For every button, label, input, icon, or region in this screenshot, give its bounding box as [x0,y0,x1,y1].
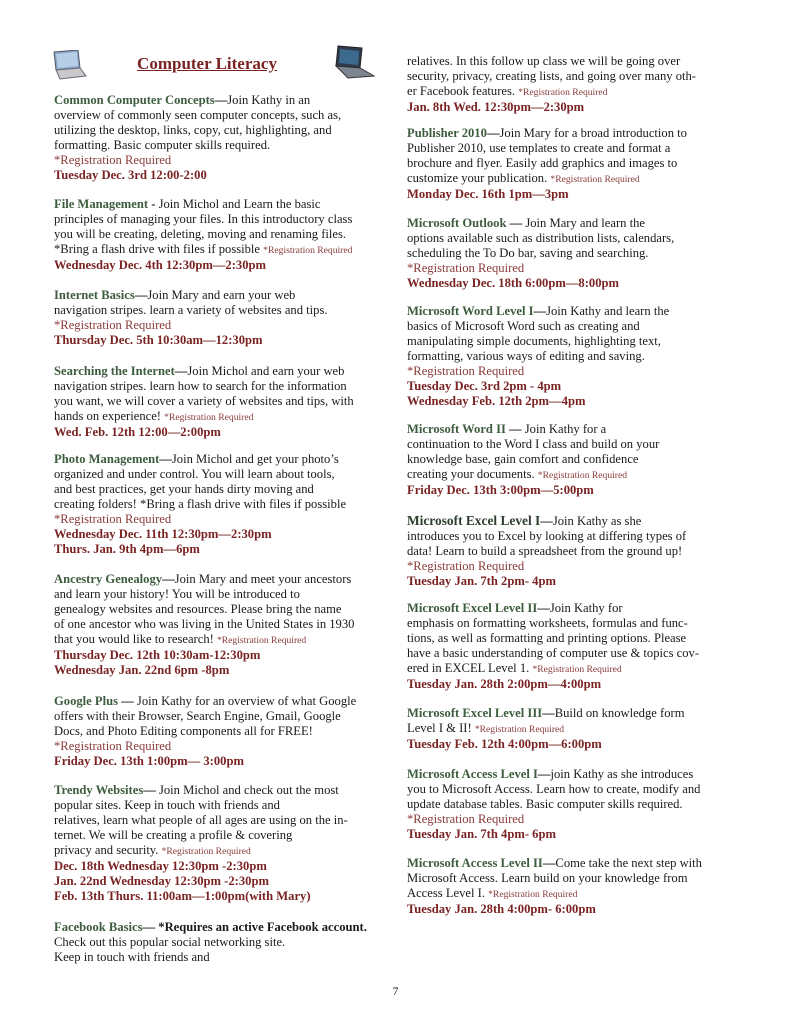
course-title: Microsoft Access Level II [407,856,543,870]
schedule-line: Thursday Dec. 5th 10:30am—12:30pm [54,333,263,347]
schedule-line: Tuesday Dec. 3rd 2pm - 4pm [407,379,562,393]
description-line: you to Microsoft Access. Learn how to create, modify and [407,782,701,796]
schedule-line: Monday Dec. 16th 1pm—3pm [407,187,569,201]
schedule-line: Feb. 13th Thurs. 11:00am—1:00pm(with Mary) [54,889,311,903]
schedule-line: Wednesday Dec. 11th 12:30pm—2:30pm [54,527,272,541]
registration-note: *Registration Required [263,245,353,256]
description-line: brochure and flyer. Easily add graphics and images to [407,156,678,170]
schedule-line: Jan. 22nd Wednesday 12:30pm -2:30pm [54,874,269,888]
schedule-line: Thurs. Jan. 9th 4pm—6pm [54,542,200,556]
description-line: that you would like to research! [54,632,217,646]
course-description [407,216,747,261]
title-dash: — [533,304,547,318]
description-line: update database tables. Basic computer skills required. [407,797,683,811]
description-line: principles of managing your files. In this introductory class [54,212,353,226]
registration-note: *Registration Required [518,87,608,98]
title-dash: — [537,601,550,615]
description-line: of one ancestor who was living in the United States in 1930 [54,617,355,631]
course-file-management [54,197,400,273]
page-number: 7 [392,984,399,998]
schedule-line: Wednesday Feb. 12th 2pm—4pm [407,394,586,408]
registration-note: *Registration Required [54,512,172,526]
course-continuation [407,54,747,115]
description-line: *Bring a flash drive with files if possible [54,242,264,256]
course-title: Trendy Websites [54,783,144,797]
course-description [407,767,747,812]
course-microsoft-excel-level-iii [407,706,747,752]
description-line: formatting. Basic computer skills required. [54,138,271,152]
course-description [407,513,747,559]
schedule-line: Dec. 18th Wednesday 12:30pm -2:30pm [54,859,267,873]
registration-note: *Registration Required [474,724,565,735]
description-line: Publisher 2010, use templates to create and format a [407,141,671,155]
course-trendy-websites [54,783,400,904]
description-line: privacy and security. [54,843,162,857]
description-line: Join Michol and get your photo’s [171,452,339,466]
title-dash: — [486,126,500,140]
description-line: Come take the next step with [555,856,702,870]
schedule-line: Tuesday Dec. 3rd 12:00-2:00 [54,168,207,182]
description-line: Join Michol and Learn the basic [158,197,321,211]
description-line: data! Learn to build a spreadsheet from the ground up! [407,544,683,558]
description-line: ternet. We will be creating a profile & covering [54,828,293,842]
course-microsoft-word-level-i [407,304,747,409]
course-title: Microsoft Word Level I [407,304,534,318]
page-header [54,44,400,84]
course-description [407,601,747,677]
description-line: Microsoft Access. Learn build on your knowledge from [407,871,688,885]
description-line: Join Mary and meet your ancestors [174,572,352,586]
course-microsoft-excel-level-ii [407,601,747,692]
description-line: scheduling the To Do bar, saving and searching. [407,246,649,260]
registration-note: *Registration Required [216,635,307,646]
registration-note: *Registration Required [407,812,525,826]
registration-note: *Registration Required [161,846,251,857]
course-microsoft-access-level-ii [407,856,747,917]
description-line: Join Kathy and learn the [546,304,670,318]
description-line: customize your publication. [407,171,551,185]
description-line: er Facebook features. [407,84,519,98]
course-common-computer-concepts [54,93,400,183]
schedule-line: Wed. Feb. 12th 12:00—2:00pm [54,425,221,439]
registration-note: *Registration Required [407,559,525,573]
description-line: popular sites. Keep in touch with friends and [54,798,280,812]
description-line: you will be creating, deleting, moving and renaming files. [54,227,347,241]
description-line: tions, as well as formatting and printing options. Please [407,631,687,645]
description-line: Join Michol and check out the most [158,783,339,797]
course-google-plus [54,694,400,769]
registration-note: *Registration Required [54,153,172,167]
registration-note: *Registration Required [550,174,640,185]
title-dash: — [142,920,159,934]
schedule-line: Wednesday Dec. 4th 12:30pm—2:30pm [54,258,266,272]
description-line: Join Kathy for a [524,422,607,436]
description-line: ered in EXCEL Level 1. [407,661,533,675]
description-line: you want, we will cover a variety of websites and tips, with [54,394,354,408]
description-line: options available such as distribution lists, calendars, [407,231,675,245]
course-title: Searching the Internet [54,364,175,378]
course-microsoft-access-level-i [407,767,747,842]
registration-note: *Registration Required [164,412,254,423]
course-title: Common Computer Concepts [54,93,215,107]
course-title: Publisher 2010 [407,126,487,140]
course-title: Facebook Basics [54,920,143,934]
description-line: offers with their Browser, Search Engine, Gmail, Google [54,709,341,723]
schedule-line: Tuesday Jan. 28th 2:00pm—4:00pm [407,677,602,691]
course-description [54,364,400,425]
schedule-line: Thursday Dec. 12th 10:30am-12:30pm [54,648,261,662]
description-line: formatting, various ways of editing and saving. [407,349,645,363]
course-title: File Management [54,197,149,211]
requirement-note: *Requires an active Facebook account. [158,920,367,934]
title-dash: — [506,216,526,230]
course-title: Photo Management [54,452,160,466]
description-line: join Kathy as she introduces [550,767,694,781]
course-description [54,783,400,859]
description-line: hands on experience! [54,409,165,423]
course-description [407,126,747,187]
course-microsoft-outlook [407,216,747,291]
course-publisher-2010 [407,126,747,202]
description-line: relatives, learn what people of all ages are using on the in- [54,813,348,827]
title-dash: — [134,288,148,302]
description-line: organized and under control. You will learn about tools, [54,467,335,481]
description-line: have a basic understanding of computer use & topics cov- [407,646,700,660]
description-line: navigation stripes. learn a variety of websites and tips. [54,303,328,317]
course-description [54,694,400,739]
description-line: Join Mary for a broad introduction to [499,126,687,140]
description-line: creating folders! *Bring a flash drive with files if possible [54,497,347,511]
laptop-icon [48,50,88,80]
course-description [407,54,747,100]
description-line: utilizing the desktop, links, copy, cut, highlighting, and [54,123,332,137]
description-line: relatives. In this follow up class we will be going over [407,54,681,68]
schedule-line: Wednesday Dec. 18th 6:00pm—8:00pm [407,276,619,290]
course-description [54,197,400,258]
schedule-line: Tuesday Jan. 7th 2pm- 4pm [407,574,556,588]
description-line: knowledge base, gain comfort and confidence [407,452,639,466]
description-line: emphasis on formatting worksheets, formulas and func- [407,616,688,630]
course-title: Google Plus [54,694,119,708]
registration-note: *Registration Required [54,318,172,332]
schedule-line: Wednesday Jan. 22nd 6pm -8pm [54,663,230,677]
description-line: manipulating simple documents, highlighting text, [407,334,661,348]
description-line: creating your documents. [407,467,538,481]
course-description [407,706,747,737]
description-line: navigation stripes. learn how to search for the information [54,379,347,393]
schedule-line: Tuesday Jan. 28th 4:00pm- 6:00pm [407,902,596,916]
schedule-line: Friday Dec. 13th 3:00pm—5:00pm [407,483,594,497]
registration-note: *Registration Required [532,664,622,675]
title-dash: — [159,452,172,466]
description-line: Join Kathy in an [227,93,311,107]
description-line: Join Mary and learn the [525,216,645,230]
title-dash: — [542,856,556,870]
course-title: Microsoft Excel Level I [407,513,541,528]
course-title: Ancestry Genealogy [54,572,163,586]
course-title: Microsoft Outlook [407,216,507,230]
schedule-line: Jan. 8th Wed. 12:30pm—2:30pm [407,100,585,114]
description-line: introduces you to Excel by looking at differing types of [407,529,687,543]
page-title: Computer Literacy [137,54,277,73]
title-dash: — [143,783,159,797]
course-description [407,856,747,902]
description-line: Join Mary and earn your web [147,288,296,302]
course-title: Internet Basics [54,288,135,302]
course-description [407,304,747,364]
description-line: basics of Microsoft Word such as creating and [407,319,640,333]
title-dash: — [174,364,188,378]
course-microsoft-word-ii [407,422,747,498]
title-dash: - [148,197,159,211]
description-line: Join Kathy for [549,601,623,615]
course-title: Microsoft Excel Level III [407,706,543,720]
title-dash: — [214,93,228,107]
description-line: Build on knowledge form [554,706,685,720]
course-title: Microsoft Excel Level II [407,601,538,615]
description-line: Docs, and Photo Editing components all for FREE! [54,724,313,738]
laptop-icon [334,44,376,80]
course-description [54,288,400,318]
description-line: Access Level I. [407,886,489,900]
description-line: overview of commonly seen computer concepts, such as, [54,108,342,122]
title-dash: — [542,706,555,720]
description-line: and best practices, get your hands dirty moving and [54,482,314,496]
course-title: Microsoft Word II [407,422,506,436]
registration-note: *Registration Required [488,889,578,900]
course-description [54,572,400,648]
description-line: Join Michol and earn your web [187,364,345,378]
course-microsoft-excel-level-i [407,513,747,589]
registration-note: *Registration Required [54,739,172,753]
registration-note: *Registration Required [407,261,525,275]
course-description [407,422,747,483]
description-line: Check out this popular social networking site. [54,935,286,949]
course-description [54,93,400,153]
description-line: Join Kathy for an overview of what Google [136,694,357,708]
description-line: genealogy websites and resources. Please bring the name [54,602,342,616]
title-dash: — [505,422,525,436]
schedule-line: Friday Dec. 13th 1:00pm— 3:00pm [54,754,244,768]
course-searching-the-internet [54,364,400,440]
title-dash: — [537,767,551,781]
course-description [54,452,400,512]
description-line: Join Kathy as she [552,514,642,528]
registration-note: *Registration Required [407,364,525,378]
schedule-line: Tuesday Jan. 7th 4pm- 6pm [407,827,556,841]
description-line: Level I & II! [407,721,475,735]
description-line: security, privacy, creating lists, and going over many oth- [407,69,696,83]
description-line: continuation to the Word I class and build on your [407,437,660,451]
course-ancestry-genealogy [54,572,400,678]
title-dash: — [540,514,553,528]
schedule-line: Tuesday Feb. 12th 4:00pm—6:00pm [407,737,602,751]
course-facebook-basics [54,920,400,965]
description-line: Keep in touch with friends and [54,950,210,964]
course-internet-basics [54,288,400,348]
title-dash: — [118,694,137,708]
course-description [54,920,400,965]
description-line: and learn your history! You will be introduced to [54,587,300,601]
registration-note: *Registration Required [537,470,628,481]
course-title: Microsoft Access Level I [407,767,538,781]
title-dash: — [162,572,175,586]
course-photo-management [54,452,400,557]
